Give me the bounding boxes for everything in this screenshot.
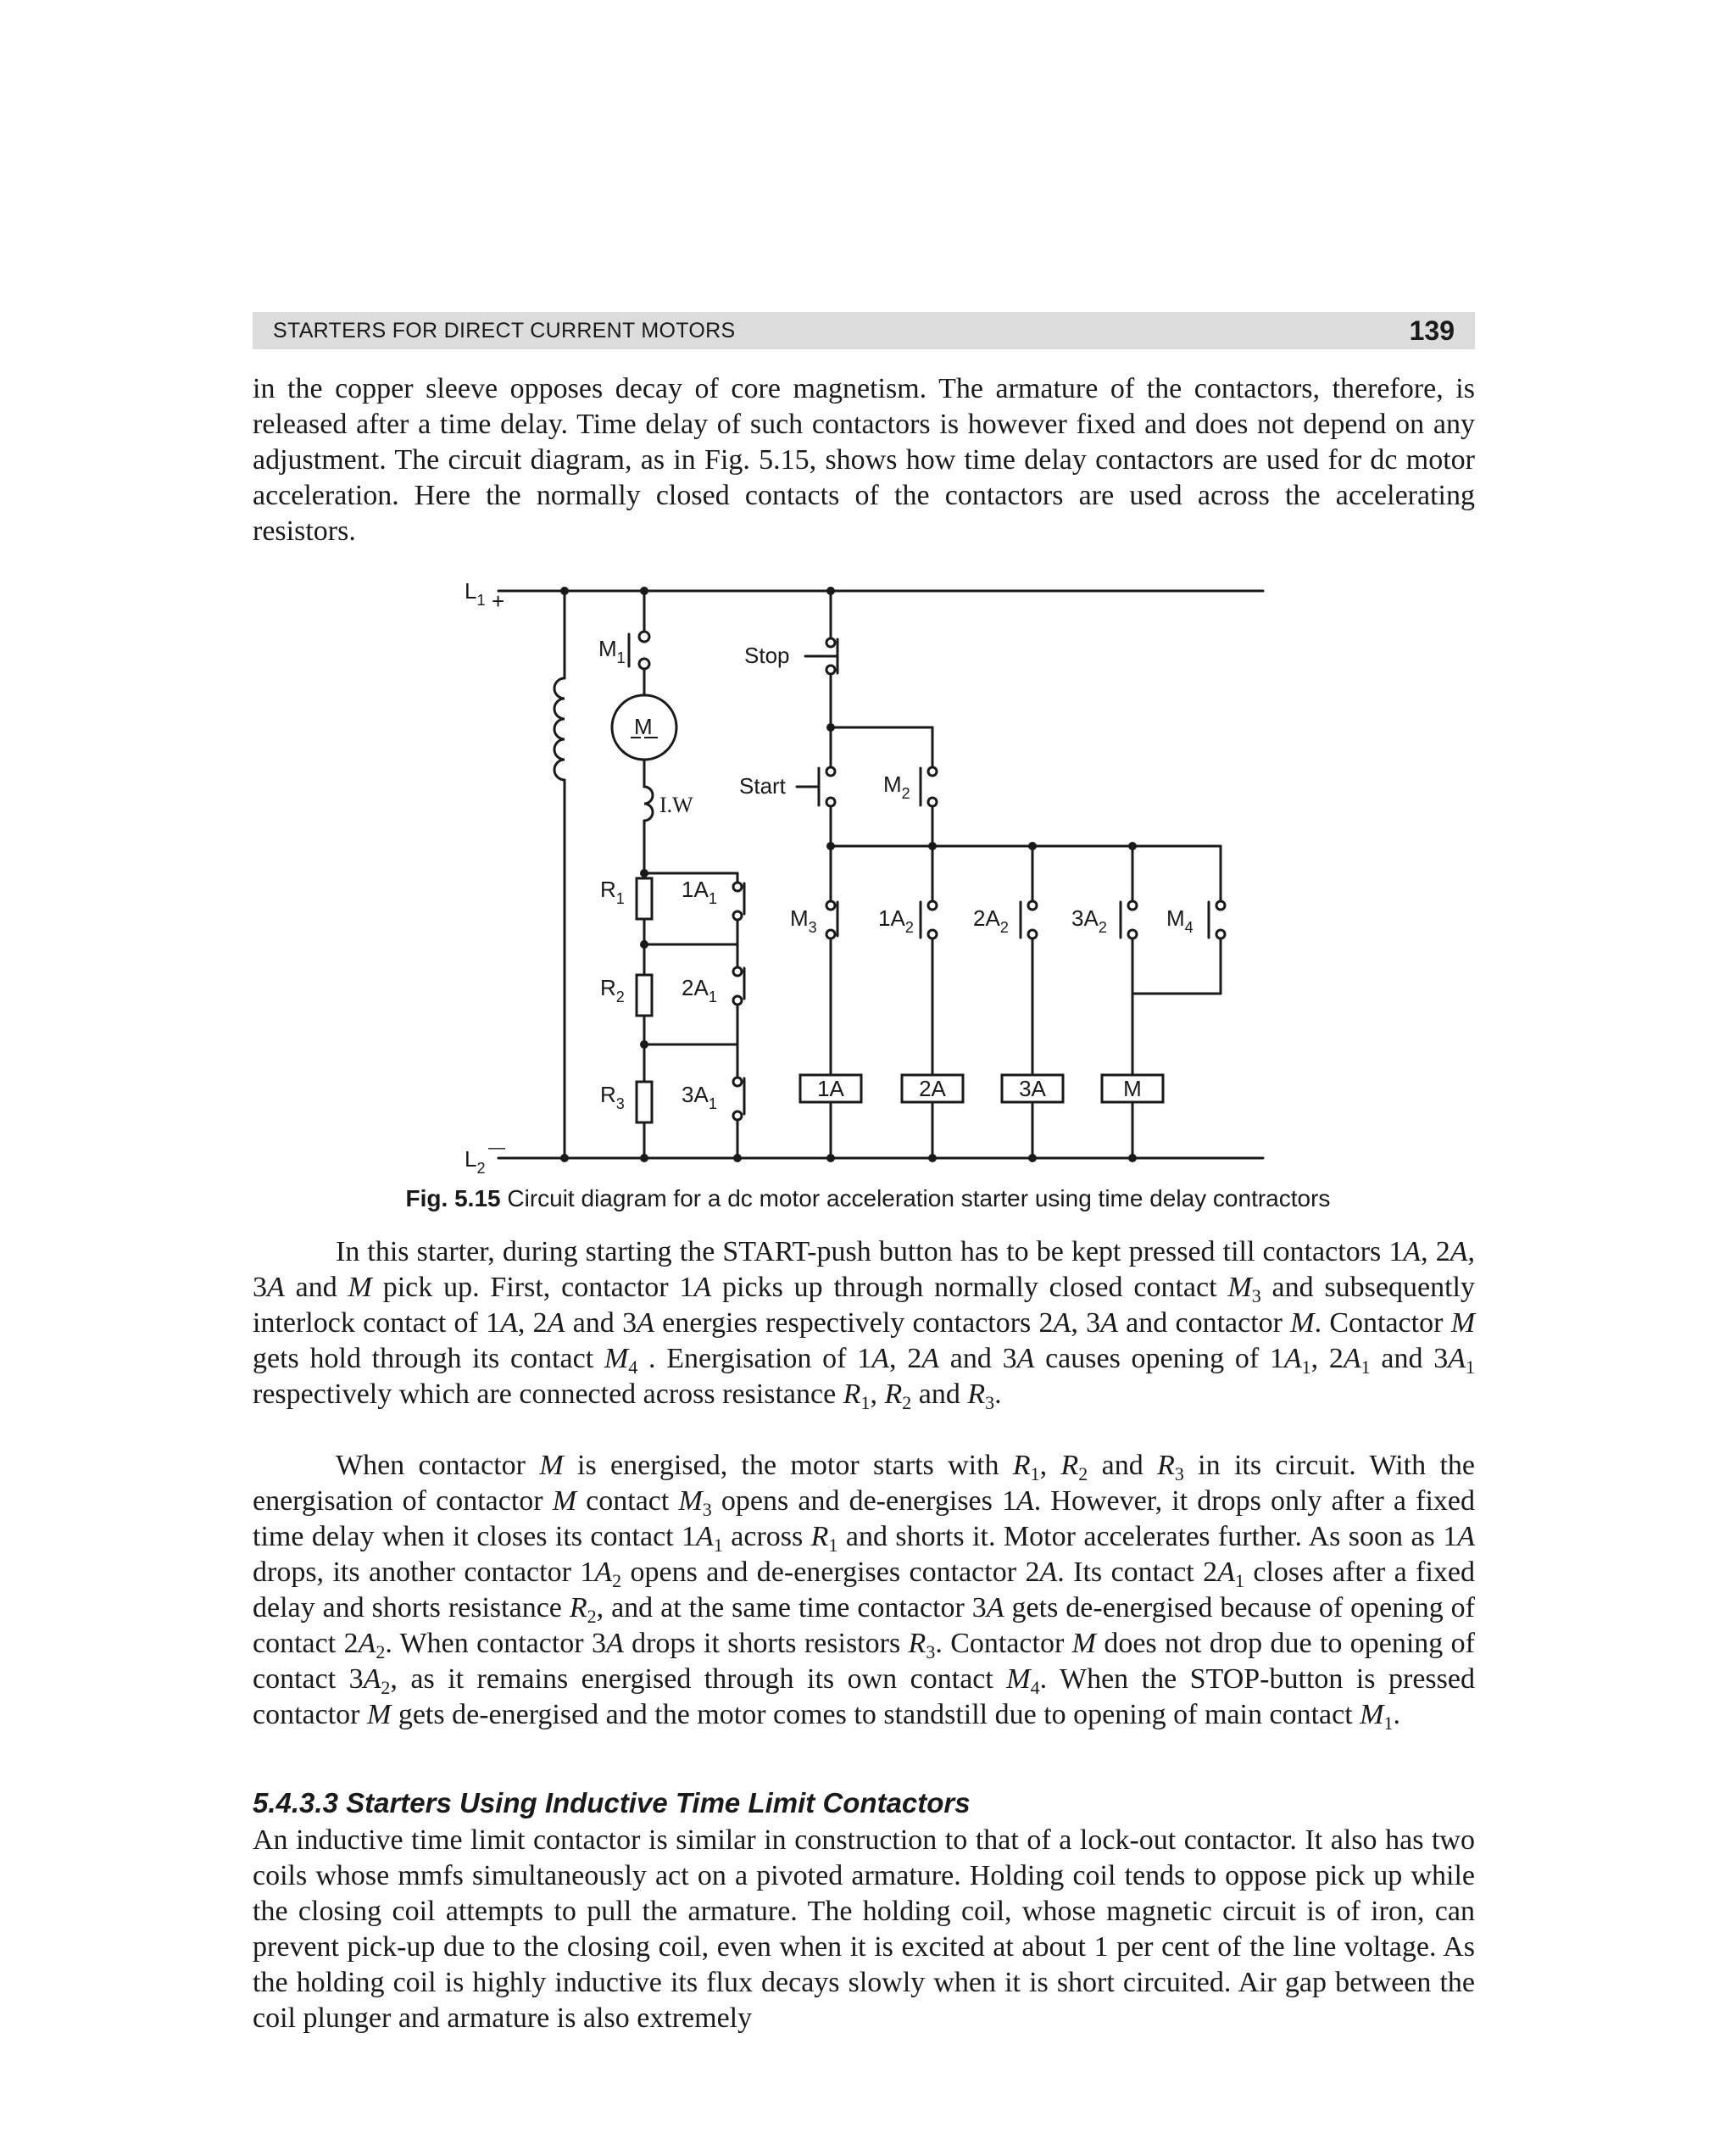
paragraph-3: When contactor M is energised, the motor starts with $R_1$, $R_2$ and $R_3$ in its circuit. With the energisation of contactor M contact $M_3$ opens and de-energises 1A. However, it drops only after a fixed time delay when it closes its contact $1A_1$ across $R_1$ and shorts it. Motor accelerates further. As soon as 1A drops, its another contactor $1A_2$ opens and de-energises contactor 2A. Its contact $2A_1$ closes after a fixed delay and shorts resistance $R_2$, and at the same time contactor 3A gets de-energised because of opening of contact $2A_2$. When contactor 3A drops it shorts resistors $R_3$. Contactor M does not drop due to opening of contact $3A_2$, as it remains energised through its own contact $M_4$. When the STOP-button is pressed contactor M gets de-energised and the motor comes to standstill due to opening of main contact $M_1$. bbox=[253, 1450, 1476, 1734]
label-l1: $L_1$ bbox=[465, 578, 486, 609]
page-number: 139 bbox=[1409, 315, 1455, 346]
label-minus: — bbox=[488, 1139, 505, 1157]
label-r1: $R_1$ bbox=[600, 877, 625, 907]
label-coil-m: M bbox=[1123, 1076, 1142, 1101]
running-title: STARTERS FOR DIRECT CURRENT MOTORS bbox=[273, 318, 736, 343]
resistor-r2 bbox=[637, 975, 652, 1016]
label-start: Start bbox=[739, 773, 786, 799]
section-heading: 5.4.3.3 Starters Using Inductive Time Limit Contactors bbox=[253, 1787, 971, 1818]
label-1a1: $1A_1$ bbox=[682, 877, 717, 907]
label-motor: M bbox=[634, 714, 653, 739]
label-2a2: $2A_2$ bbox=[973, 905, 1009, 936]
label-m4: $M_4$ bbox=[1166, 905, 1194, 936]
label-plus: + bbox=[492, 588, 505, 614]
paragraph-1: in the copper sleeve opposes decay of core magnetism. The armature of the contactors, therefore, is released after a time delay. Time delay of such contactors is however fixed and does not depend on any adjustment. The circuit diagram, as in Fig. 5.15, shows how time delay contactors are used for dc motor acceleration. Here the normally closed contacts of the contactors are used across the accelerating resistors. bbox=[253, 373, 1475, 547]
paragraph-4: An inductive time limit contactor is similar in construction to that of a lock-out contactor. It also has two coils whose mmfs simultaneously act on a pivoted armature. Holding coil tends to oppose pick up while the closing coil attempts to pull the armature. The holding coil, whose magnetic circuit is of iron, can prevent pick-up due to the closing coil, even when it is excited at about 1 per cent of the line voltage. As the holding coil is highly inductive its flux decays slowly when it is short circuited. Air gap between the coil plunger and armature is also extremely bbox=[253, 1824, 1475, 2034]
figure-caption-text: Circuit diagram for a dc motor acceleration starter using time delay contractors bbox=[500, 1185, 1331, 1211]
label-coil-3a: 3A bbox=[1019, 1076, 1046, 1101]
resistor-r1 bbox=[637, 878, 652, 919]
figure-label: Fig. 5.15 bbox=[405, 1185, 501, 1211]
paragraph-2: In this starter, during starting the START-push button has to be kept pressed till contactors 1A, 2A, 3A and M pick up. First, contactor 1A picks up through normally closed contact $M_3$ and subsequently interlock contact of 1A, 2A and 3A energies respectively contactors 2A, 3A and contactor M. Contactor M gets hold through its contact $M_4$ . Energisation of 1A, 2A and 3A causes opening of $1A_1$, $2A_1$ and $3A_1$ respectively which are connected across resistance $R_1$, $R_2$ and $R_3$. bbox=[253, 1236, 1476, 1413]
label-m3: $M_3$ bbox=[790, 905, 817, 936]
label-3a2: $3A_2$ bbox=[1071, 905, 1107, 936]
label-stop: Stop bbox=[744, 643, 790, 668]
label-1a2: $1A_2$ bbox=[878, 905, 914, 936]
label-coil-1a: 1A bbox=[817, 1076, 844, 1101]
label-2a1: $2A_1$ bbox=[682, 975, 717, 1005]
shunt-field-coil bbox=[554, 678, 565, 780]
label-coil-2a: 2A bbox=[919, 1076, 946, 1101]
label-m1: $M_1$ bbox=[598, 636, 626, 666]
figure-caption bbox=[0, 1185, 1736, 1212]
label-r3: $R_3$ bbox=[600, 1082, 625, 1112]
label-m2: $M_2$ bbox=[883, 771, 910, 802]
m1-contact-top bbox=[639, 632, 649, 642]
resistor-r3 bbox=[637, 1082, 652, 1122]
label-l2: $L_2$ bbox=[465, 1146, 486, 1177]
label-3a1: $3A_1$ bbox=[682, 1082, 717, 1112]
label-r2: $R_2$ bbox=[600, 975, 625, 1005]
m1-contact-bottom bbox=[639, 659, 649, 669]
label-interpole: I.W bbox=[659, 793, 693, 817]
interpole-winding bbox=[644, 787, 653, 821]
